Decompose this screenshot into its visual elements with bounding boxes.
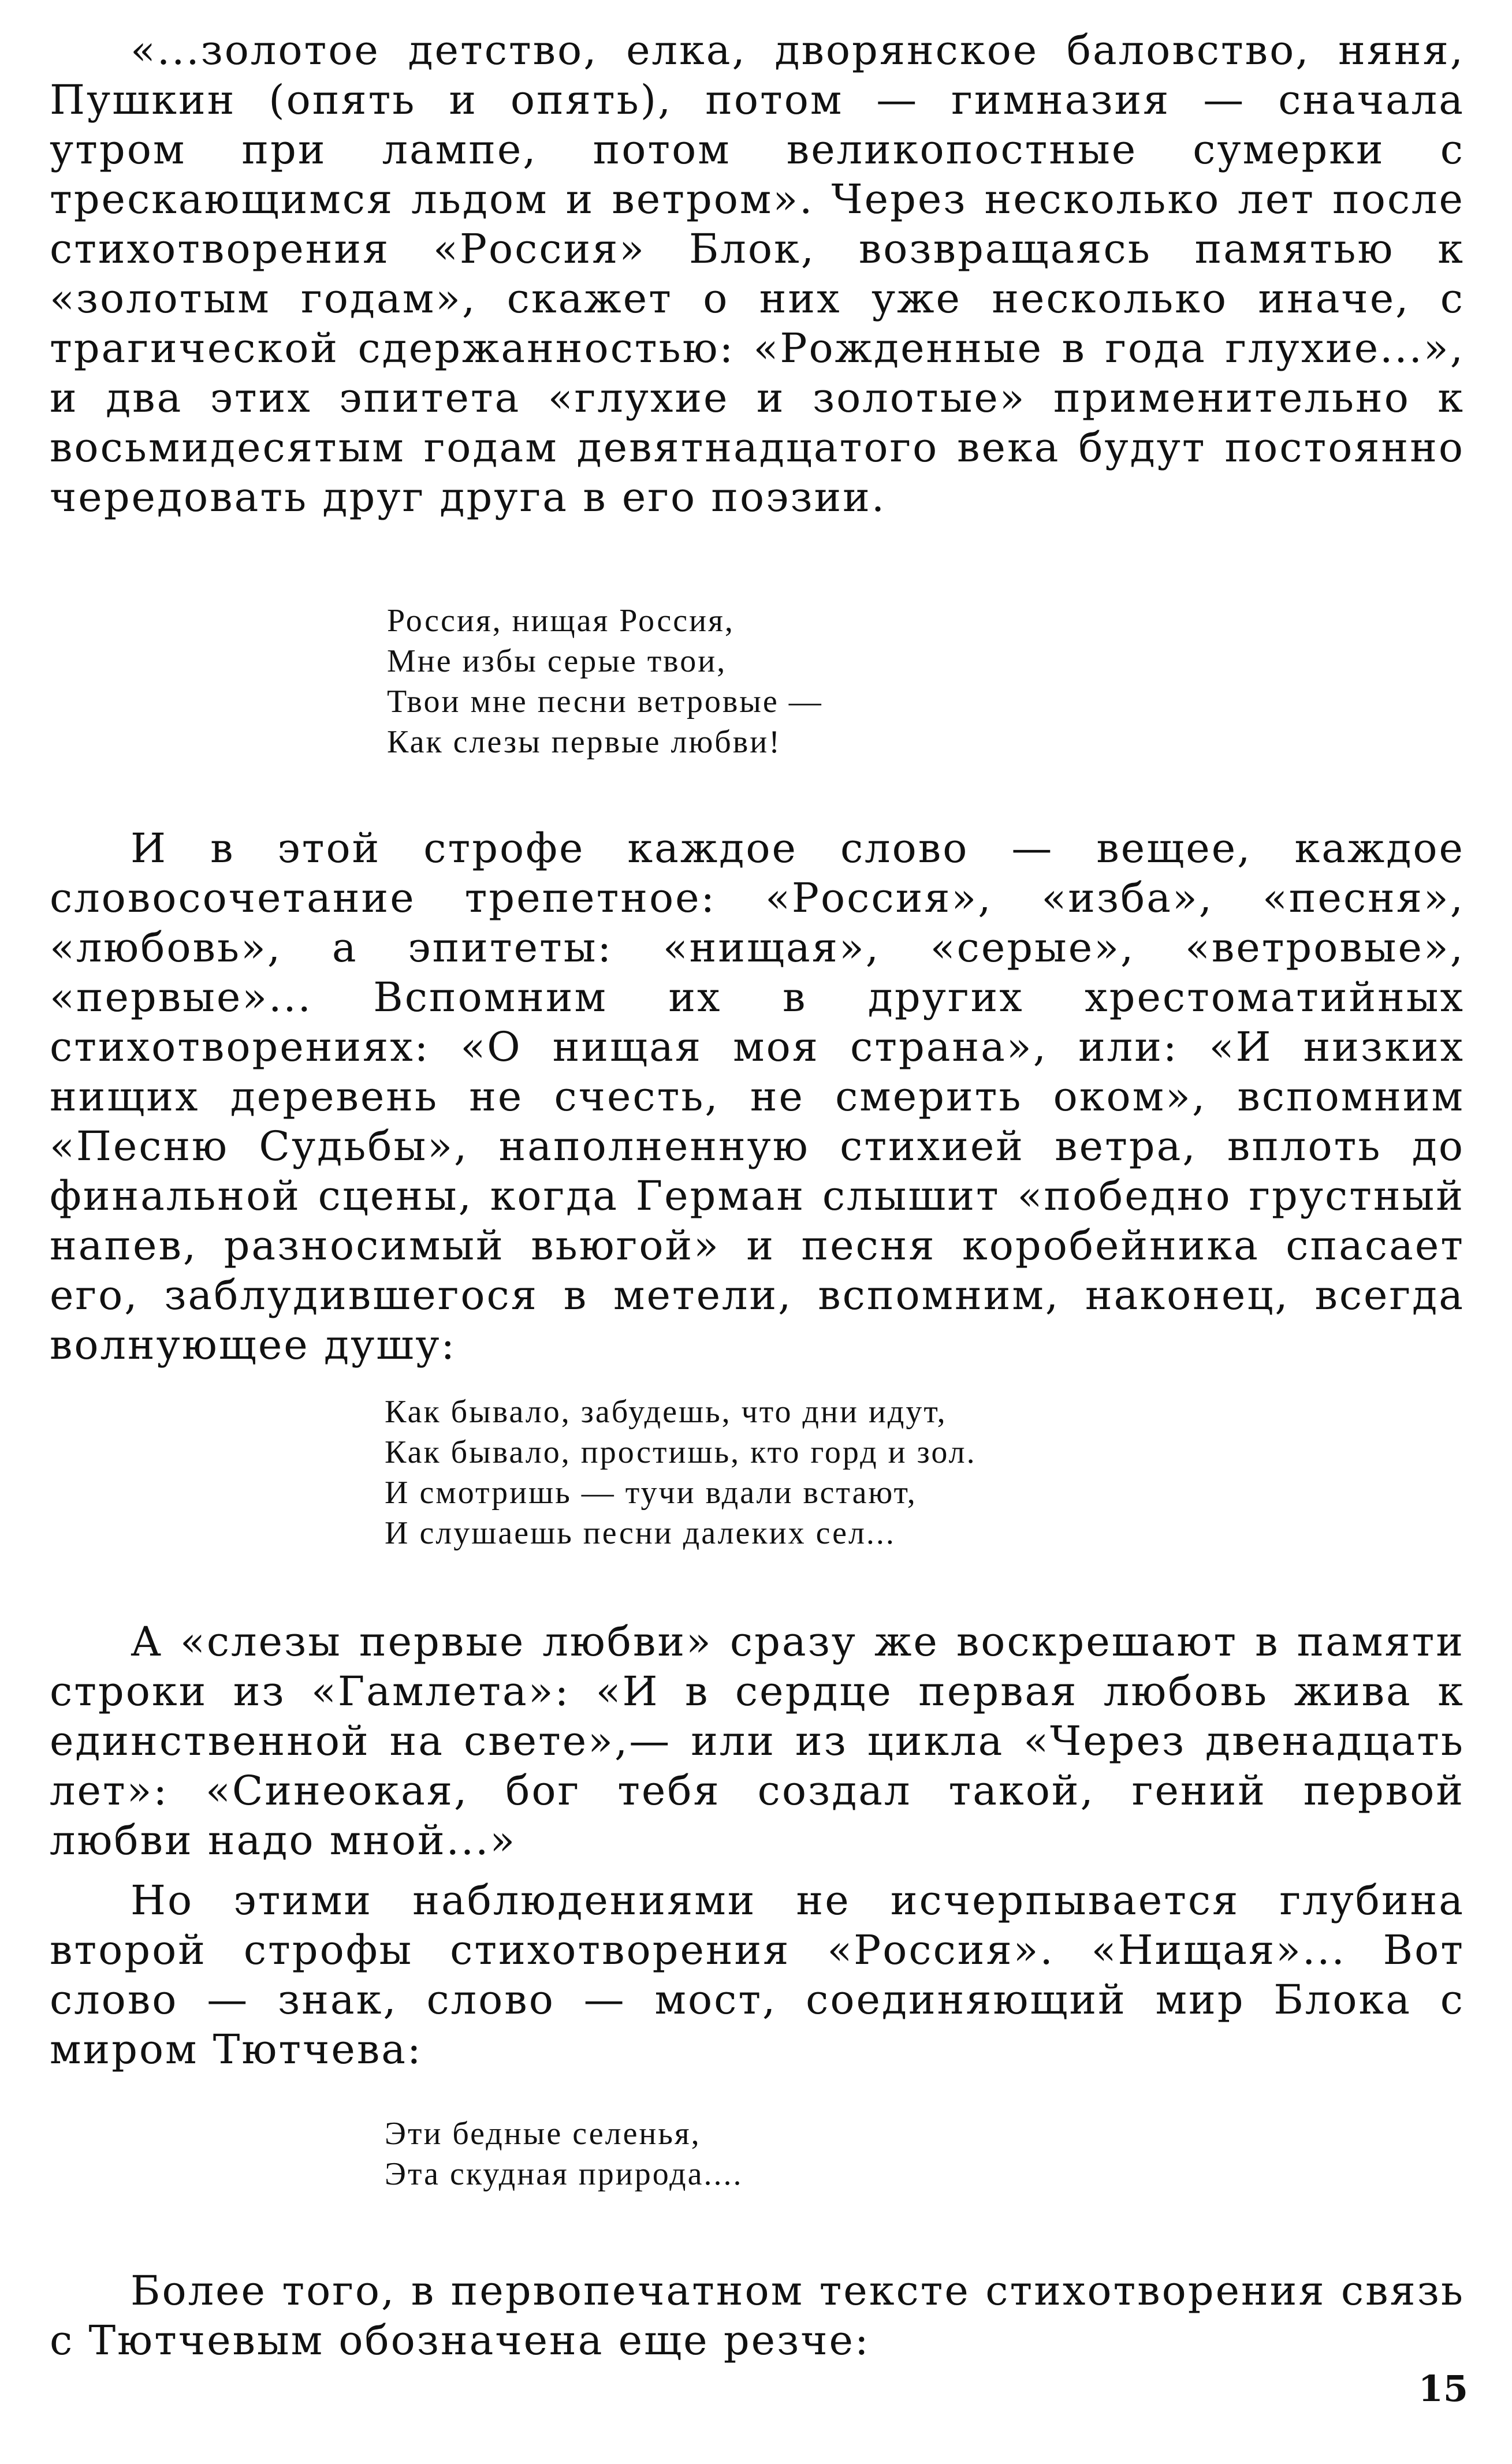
paragraph-first-love-tears: А «слезы первые любви» сразу же воскрешают в памяти строки из «Гамлета»: «И в сердце первая любовь жива к единственной на свете»,— или из цикла «Через двенадцать лет»: «Синеокая, бог тебя создал такой, гений первой любви надо мной...» xyxy=(50,1618,1465,1864)
verse-line: Мне избы серые твои, xyxy=(387,643,727,679)
paragraph-tyutchev-link: Но этими наблюдениями не исчерпывается глубина второй строфы стихотворения «Россия». «Нищая»... Вот слово — знак, слово — мост, соединяющий мир Блока с миром Тютчева: xyxy=(50,1877,1465,2073)
verse-russia-stanza xyxy=(387,601,823,762)
verse-line: Как слезы первые любви! xyxy=(387,724,781,760)
verse-line: Как бывало, забудешь, что дни идут, xyxy=(385,1394,947,1430)
verse-poor-villages xyxy=(385,2113,743,2194)
paragraph-golden-childhood: «...золотое детство, елка, дворянское баловство, няня, Пушкин (опять и опять), потом — гимназия — сначала утром при лампе, потом великопостные сумерки с трескающимся льдом и ветром». Через несколько лет после стихотворения «Россия» Блок, возвращаясь памятью к «золотым годам», скажет о них уже несколько иначе, с трагической сдержанностью: «Рожденные в года глухие...», и два этих эпитета «глухие и золотые» применительно к восьмидесятым годам девятнадцатого века будут постоянно чередовать друг друга в его поэзии. xyxy=(50,27,1465,521)
verse-line: И слушаешь песни далеких сел... xyxy=(385,1515,896,1551)
paragraph-prophetic-word: И в этой строфе каждое слово — вещее, каждое словосочетание трепетное: «Россия», «изба», «песня», «любовь», а эпитеты: «нищая», «серые», «ветровые», «первые»... Вспомним их в других хрестоматийных стихотворениях: «О нищая моя страна», или: «И низких нищих деревень не счесть, не смерить оком», вспомним «Песню Судьбы», наполненную стихией ветра, вплоть до финальной сцены, когда Герман слышит «победно грустный напев, разносимый вьюгой» и песня коробейника спасает его, заблудившегося в метели, вспомним, наконец, всегда волнующее душу: xyxy=(50,825,1465,1369)
page-number: 15 xyxy=(1418,2368,1468,2410)
verse-line: И смотришь — тучи вдали встают, xyxy=(385,1475,917,1511)
verse-line: Эта скудная природа.... xyxy=(385,2156,743,2192)
verse-line: Эти бедные селенья, xyxy=(385,2116,701,2152)
verse-line: Как бывало, простишь, кто горд и зол. xyxy=(385,1434,977,1470)
paragraph-first-print: Более того, в первопечатном тексте стихотворения связь с Тютчевым обозначена еще резче: xyxy=(50,2267,1465,2364)
verse-line: Твои мне песни ветровые — xyxy=(387,684,823,720)
verse-far-villages xyxy=(385,1392,977,1553)
verse-line: Россия, нищая Россия, xyxy=(387,603,735,639)
